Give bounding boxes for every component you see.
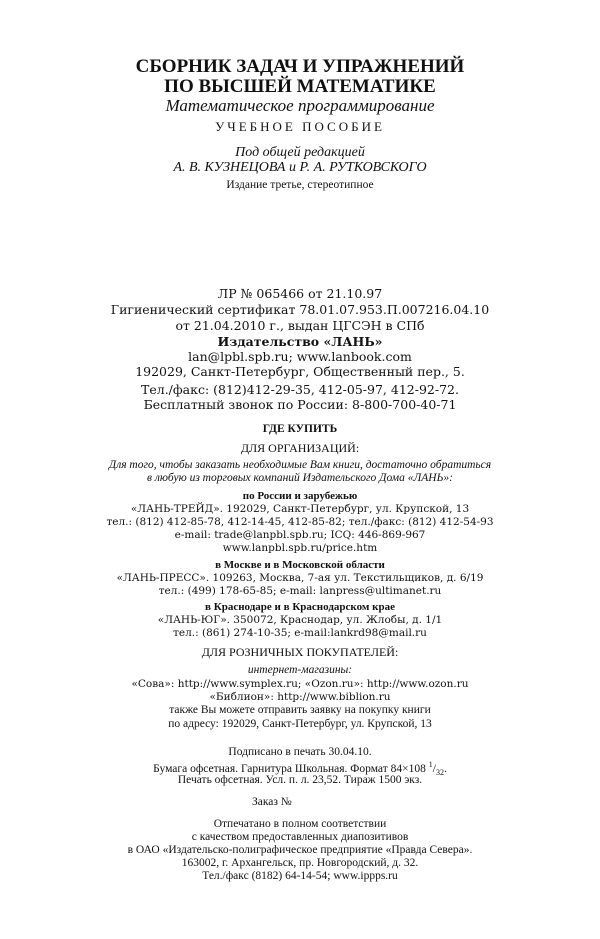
printed-line-3: в ОАО «Издательско-полиграфическое предприятие «Правда Севера». [127,844,473,856]
retail-heading: ДЛЯ РОЗНИЧНЫХ ПОКУПАТЕЛЕЙ: [201,645,399,659]
publisher-name: Издательство «ЛАНЬ» [217,334,383,349]
editors-intro: Под общей редакцией [235,145,365,160]
hygiene-certificate-line-2: от 21.04.2010 г., выдан ЦГСЭН в СПб [175,318,425,333]
publisher-phones: Тел./факс: (812)412-29-35, 412-05-97, 412-92-72. [141,382,459,397]
editors-names: А. В. КУЗНЕЦОВА и Р. А. РУТКОВСКОГО [173,160,427,175]
moscow-line-1: «ЛАНЬ-ПРЕСС». 109263, Москва, 7-ая ул. Текстильщиков, д. 6/19 [116,572,484,584]
russia-line-1: «ЛАНЬ-ТРЕЙД». 192029, Санкт-Петербург, ул. Крупской, 13 [130,503,470,515]
imprint-format-denominator: 32 [435,768,444,778]
book-type: УЧЕБНОЕ ПОСОБИЕ [215,119,385,134]
russia-heading: по России и зарубежью [242,490,358,502]
imprint-print: Печать офсетная. Усл. п. л. 23,52. Тираж 1500 экз. [177,774,423,786]
retail-shops-label: интернет-магазины: [247,664,353,676]
printed-line-5: Тел./факс (8182) 64-14-54; www.ippps.ru [202,870,398,882]
organizations-heading: ДЛЯ ОРГАНИЗАЦИЙ: [240,441,360,455]
where-to-buy-heading: ГДЕ КУПИТЬ [262,423,338,435]
retail-order-line-1: также Вы можете отправить заявку на покупку книги [169,704,431,716]
russia-line-3: e-mail: trade@lanpbl.spb.ru; ICQ: 446-869-967 [174,529,426,541]
book-title-line-1: СБОРНИК ЗАДАЧ И УПРАЖНЕНИЙ [135,56,465,77]
russia-line-2: тел.: (812) 412-85-78, 412-14-45, 412-85-82; тел./факс: (812) 412-54-93 [106,516,494,528]
moscow-line-2: тел.: (499) 178-65-85; e-mail: lanpress@ultimanet.ru [158,585,442,597]
russia-line-4: www.lanpbl.spb.ru/price.htm [222,542,378,554]
printed-line-1: Отпечатано в полном соответствии [213,818,387,830]
publisher-free-call: Бесплатный звонок по России: 8-800-700-40-71 [143,397,457,412]
printed-line-4: 163002, г. Архангельск, пр. Новгородский, д. 32. [181,857,419,869]
imprint-paper: Бумага офсетная. Гарнитура Школьная. Формат 84×108 $^1/_{32}$. [153,760,447,778]
imprint-order-number: Заказ № [252,796,292,808]
krasnodar-line-2: тел.: (861) 274-10-35; e-mail:lankrd98@mail.ru [173,627,427,639]
imprint-signed: Подписано в печать 30.04.10. [228,746,372,758]
edition-note: Издание третье, стереотипное [226,179,374,191]
retail-shops-line-1: «Сова»: http://www.symplex.ru; «Ozon.ru»: http://www.ozon.ru [131,678,469,690]
hygiene-certificate-line-1: Гигиенический сертификат 78.01.07.953.П.007216.04.10 [110,302,490,317]
moscow-heading: в Москве и в Московской области [215,559,385,571]
imprint-paper-prefix: Бумага офсетная. Гарнитура Школьная. Формат 84×108 [153,762,429,775]
license-lr: ЛР № 065466 от 21.10.97 [217,286,383,301]
organizations-note-line-1: Для того, чтобы заказать необходимые Вам книги, достаточно обратиться [108,459,492,471]
book-subtitle: Математическое программирование [165,96,435,115]
book-title-line-2: ПО ВЫСШЕЙ МАТЕМАТИКЕ [164,76,436,97]
imprint-format-numerator: 1 [428,760,433,769]
publisher-address: 192029, Санкт-Петербург, Общественный пер., 5. [135,364,465,379]
printed-line-2: с качеством предоставленных диапозитивов [191,831,409,843]
krasnodar-line-1: «ЛАНЬ-ЮГ». 350072, Краснодар, ул. Жлобы, д. 1/1 [157,614,443,626]
retail-order-line-2: по адресу: 192029, Санкт-Петербург, ул. Крупской, 13 [168,718,432,730]
imprint-paper-suffix: . [443,762,447,775]
organizations-note-line-2: в любую из торговых компаний Издательского Дома «ЛАНЬ»: [147,472,453,484]
krasnodar-heading: в Краснодаре и в Краснодарском крае [205,601,395,613]
retail-shops-line-2: «Библион»: http://www.biblion.ru [209,691,391,703]
publisher-web: lan@lpbl.spb.ru; www.lanbook.com [188,349,412,364]
